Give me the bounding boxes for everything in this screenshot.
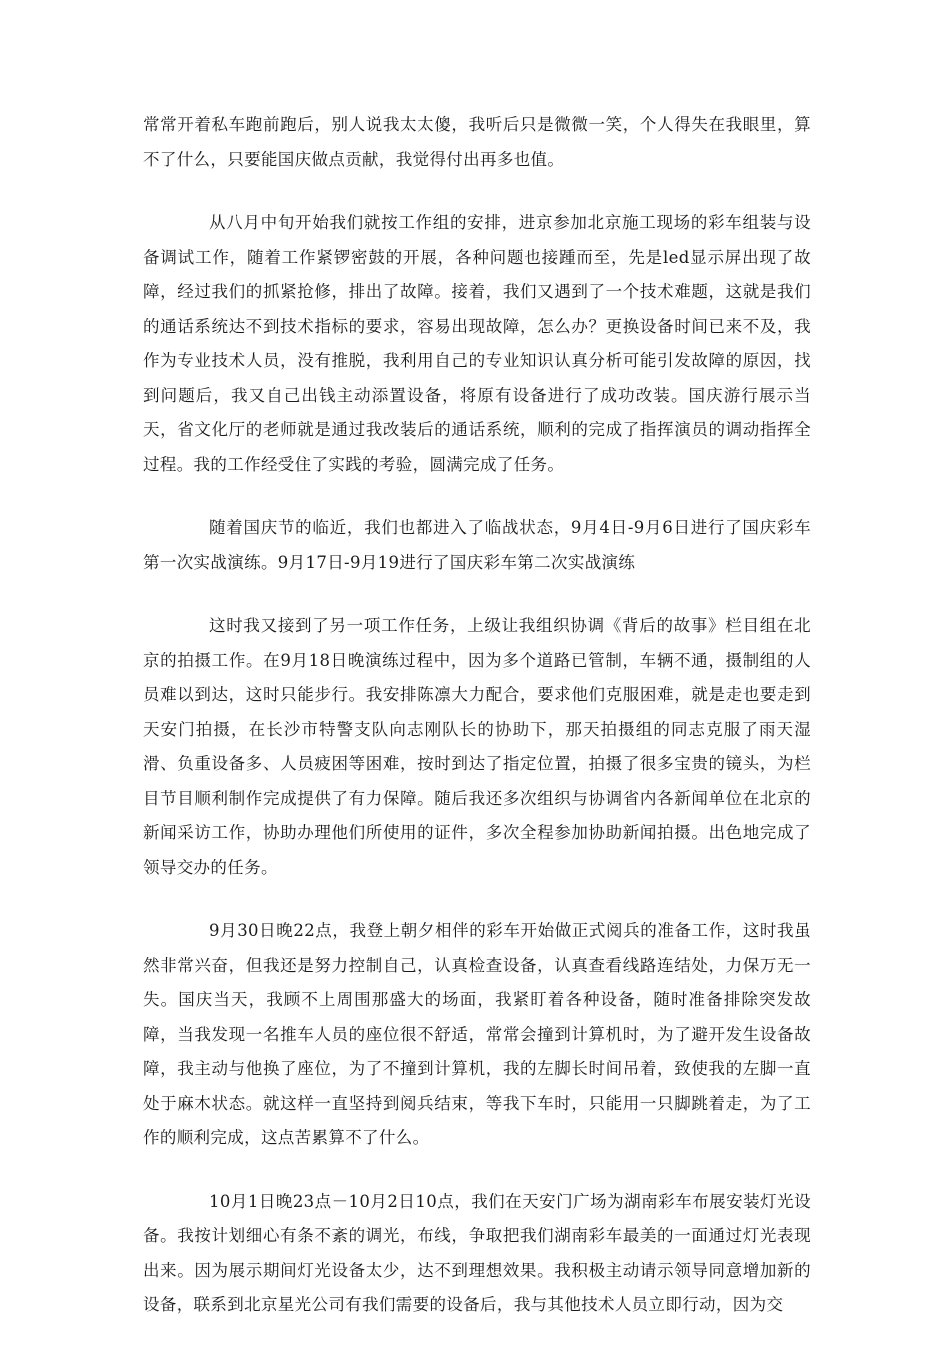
paragraph-4: 这时我又接到了另一项工作任务，上级让我组织协调《背后的故事》栏目组在北京的拍摄工作。在9月18日晚演练过程中，因为多个道路已管制，车辆不通，摄制组的人员难以到达，这时只能步行。我安排陈凛大力配合，要求他们克服困难，就是走也要走到天安门拍摄，在长沙市特警支队向志刚队长的协助下，那天拍摄组的同志克服了雨天湿滑、负重设备多、人员疲困等困难，按时到达了指定位置，拍摄了很多宝贵的镜头，为栏目节目顺利制作完成提供了有力保障。随后我还多次组织与协调省内各新闻单位在北京的新闻采访工作，协助办理他们所使用的证件，多次全程参加协助新闻拍摄。出色地完成了领导交办的任务。 bbox=[143, 616, 811, 877]
paragraph-3: 随着国庆节的临近，我们也都进入了临战状态，9月4日-9月6日进行了国庆彩车第一次实战演练。9月17日-9月19进行了国庆彩车第二次实战演练 bbox=[143, 518, 811, 572]
paragraph-6: 10月1日晚23点－10月2日10点，我们在天安门广场为湖南彩车布展安装灯光设备。我按计划细心有条不紊的调光，布线，争取把我们湖南彩车最美的一面通过灯光表现出来。因为展示期间灯光设备太少，达不到理想效果。我积极主动请示领导同意增加新的设备，联系到北京星光公司有我们需要的设备后，我与其他技术人员立即行动，因为交 bbox=[143, 1191, 811, 1314]
paragraph-1: 常常开着私车跑前跑后，别人说我太太傻，我听后只是微微一笑，个人得失在我眼里，算不了什么，只要能国庆做点贡献，我觉得付出再多也值。 bbox=[143, 115, 811, 169]
paragraph-5: 9月30日晚22点，我登上朝夕相伴的彩车开始做正式阅兵的准备工作，这时我虽然非常兴奋，但我还是努力控制自己，认真检查设备，认真查看线路连结处，力保万无一失。国庆当天，我顾不上周围那盛大的场面，我紧盯着各种设备，随时准备排除突发故障，当我发现一名推车人员的座位很不舒适，常常会撞到计算机时，为了避开发生设备故障，我主动与他换了座位，为了不撞到计算机，我的左脚长时间吊着，致使我的左脚一直处于麻木状态。就这样一直坚持到阅兵结束，等我下车时，只能用一只脚跳着走，为了工作的顺利完成，这点苦累算不了什么。 bbox=[143, 921, 811, 1147]
paragraph-2: 从八月中旬开始我们就按工作组的安排，进京参加北京施工现场的彩车组装与设备调试工作，随着工作紧锣密鼓的开展，各种问题也接踵而至，先是led显示屏出现了故障，经过我们的抓紧抢修，排出了故障。接着，我们又遇到了一个技术难题，这就是我们的通话系统达不到技术指标的要求，容易出现故障，怎么办？更换设备时间已来不及，我作为专业技术人员，没有推脱，我利用自己的专业知识认真分析可能引发故障的原因，找到问题后，我又自己出钱主动添置设备，将原有设备进行了成功改装。国庆游行展示当天，省文化厅的老师就是通过我改装后的通话系统，顺利的完成了指挥演员的调动指挥全过程。我的工作经受住了实践的考验，圆满完成了任务。 bbox=[143, 213, 811, 474]
document-body bbox=[143, 108, 811, 1352]
